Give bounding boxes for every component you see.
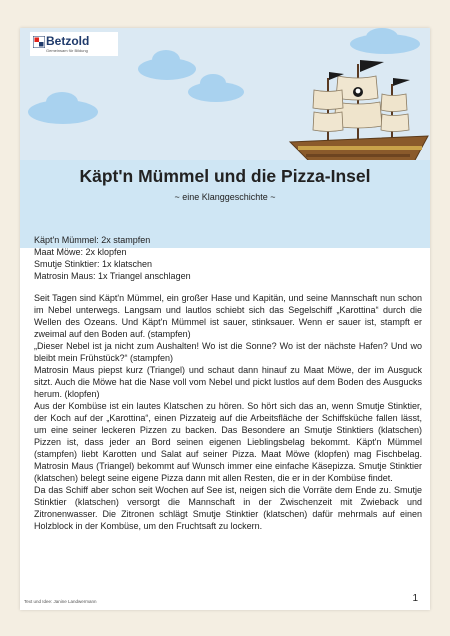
cloud-2b <box>46 92 78 112</box>
story-paragraph: Matrosin Maus piepst kurz (Triangel) und schaut dann hinauf zu Maat Möwe, der im Ausguck sitzt. Auch die Möwe hat die Nase voll vom Nebel und pickt lustlos auf dem Boden des Ausgucks herum. (klopfen) <box>34 365 422 399</box>
role-line: Käpt'n Mümmel: 2x stampfen <box>34 235 151 245</box>
story-paragraph: Da das Schiff aber schon seit Wochen auf See ist, neigen sich die Vorräte dem Ende zu. Smutje Stinktier (klatschen) versorgt die Mannschaft in der Zwischenzeit mit Zwieback und Zitronenwasser. Die Zitronen schlägt Smutje Stinktier (klatschen) dafür mehrmals auf einen Holzblock in der Kombüse, um den Fruchtsaft zu lockern. <box>34 485 422 531</box>
story-paragraph: Seit Tagen sind Käpt'n Mümmel, ein großer Hase und Kapitän, und seine Mannschaft nun schon im Nebel unterwegs. Langsam und lautlos schiebt sich das Segelschiff „Karottina“ durch die Wellen des Ozeans. Und Käpt'n Mümmel ist sauer, stinksauer. Wenn er sauer ist, stampft er zweimal auf den Boden auf. (stampfen) <box>34 293 422 339</box>
page-number: 1 <box>412 593 418 604</box>
role-line: Maat Möwe: 2x klopfen <box>34 247 127 257</box>
cloud-1b <box>152 50 180 70</box>
pirate-ship-icon <box>288 50 430 168</box>
story-paragraph: „Dieser Nebel ist ja nicht zum Aushalten! Wo ist die Sonne? Wo ist der nächste Hafen? Und wo bleibt mein Frühstück?“ (stampfen) <box>34 341 422 363</box>
betzold-logo-icon <box>33 36 45 48</box>
story-paragraph: Aus der Kombüse ist ein lautes Klatschen zu hören. So hört sich das an, wenn Smutje Stinktier, der Koch auf der „Karottina“, einen Pizzateig auf die Arbeitsfläche der Schiffsküche fallen lässt, um eine seiner leckeren Pizzen zu backen. Das Besondere an Smutje Stinktiers (klatschen) Pizzen ist, dass jeder an Bord seinen eigenen Lieblingsbelag bekommt. Käpt'n Mümmel (stampfen) liebt Karotten und Salat auf seiner Pizza. Maat Möwe (klopfen) mag Fischbelag. Matrosin Maus (Triangel) bekommt auf Wunsch immer eine einfache Käsepizza. Smutje Stinktier (klatschen) belegt seine eigene Pizza dann mit allen Resten, die er in der Kombüse findet. <box>34 401 422 483</box>
document-page <box>20 28 430 610</box>
role-line: Smutje Stinktier: 1x klatschen <box>34 259 153 269</box>
brand-name: Betzold <box>46 34 90 48</box>
page-title: Käpt'n Mümmel und die Pizza-Insel <box>79 166 371 186</box>
page-subtitle: ~ eine Klanggeschichte ~ <box>174 192 276 202</box>
story-text <box>34 292 422 532</box>
document-body <box>34 234 422 532</box>
cloud-3b <box>200 74 226 92</box>
role-list <box>34 234 422 282</box>
cloud-4b <box>366 28 398 46</box>
role-line: Matrosin Maus: 1x Triangel anschlagen <box>34 271 191 281</box>
footer-credit: Text und Idee: Janine Landwermann <box>24 599 97 604</box>
brand-tagline: Gemeinsam für Bildung <box>46 48 88 53</box>
brand-logo <box>30 32 118 56</box>
